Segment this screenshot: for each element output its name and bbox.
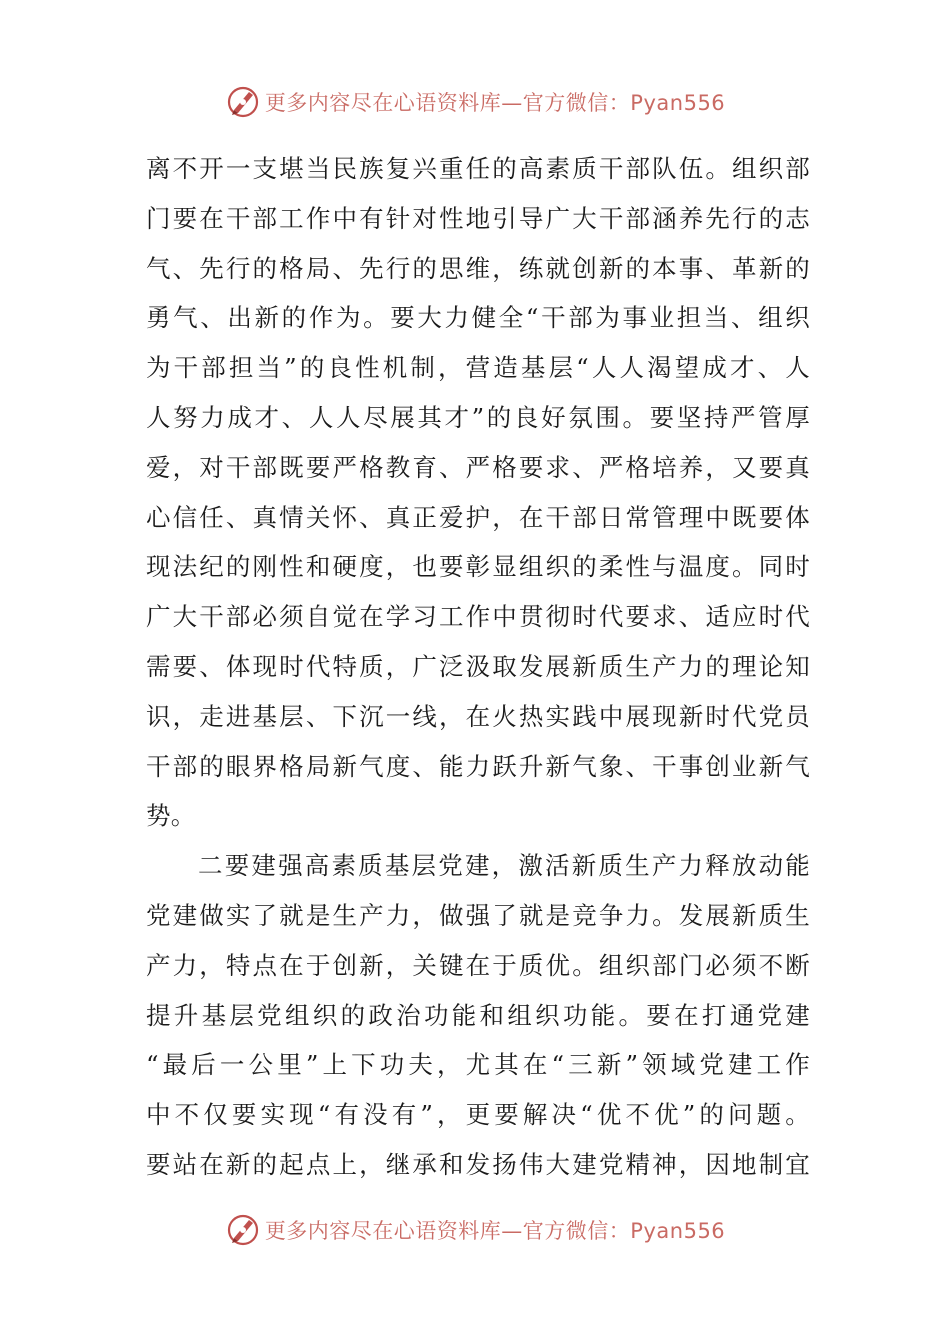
text-line: 勇气、出新的作为。要大力健全“干部为事业担当、组织 <box>146 303 810 333</box>
text-line: 要站在新的起点上，继承和发扬伟大建党精神，因地制宜 <box>146 1149 810 1179</box>
text-line: 二要建强高素质基层党建，激活新质生产力释放动能 <box>198 851 810 881</box>
text-line: 党建做实了就是生产力，做强了就是竞争力。发展新质生 <box>146 900 810 930</box>
text-line: 中不仅要实现“有没有”，更要解决“优不优”的问题。 <box>146 1100 810 1130</box>
paragraph <box>146 841 810 1190</box>
text-line: 心信任、真情关怀、真正爱护，在干部日常管理中既要体 <box>146 502 810 532</box>
text-line: “最后一公里”上下功夫，尤其在“三新”领域党建工作 <box>146 1050 810 1080</box>
text-line: 人努力成才、人人尽展其才”的良好氛围。要坚持严管厚 <box>146 402 810 432</box>
paragraph <box>146 144 810 841</box>
text-line: 气、先行的格局、先行的思维，练就创新的本事、革新的 <box>146 253 810 283</box>
text-line: 需要、体现时代特质，广泛汲取发展新质生产力的理论知 <box>146 651 810 681</box>
text-line: 门要在干部工作中有针对性地引导广大干部涵养先行的志 <box>146 203 810 233</box>
text-line: 干部的眼界格局新气度、能力跃升新气象、干事创业新气 <box>146 751 810 781</box>
text-line: 产力，特点在于创新，关键在于质优。组织部门必须不断 <box>146 950 810 980</box>
watermark-text: 更多内容尽在心语资料库—官方微信：Pyan556 <box>264 1219 726 1243</box>
text-line: 现法纪的刚性和硬度，也要彰显组织的柔性与温度。同时 <box>146 552 810 582</box>
text-line: 爱，对干部既要严格教育、严格要求、严格培养，又要真 <box>146 452 810 482</box>
pen-logo-icon <box>225 1212 261 1248</box>
text-line: 为干部担当”的良性机制，营造基层“人人渴望成才、人 <box>146 353 810 383</box>
text-line: 广大干部必须自觉在学习工作中贯彻时代要求、适应时代 <box>146 602 810 632</box>
text-line: 离不开一支堪当民族复兴重任的高素质干部队伍。组织部 <box>146 154 810 183</box>
text-line: 提升基层党组织的政治功能和组织功能。要在打通党建 <box>146 1000 810 1030</box>
document-body <box>146 144 810 1190</box>
pen-logo-icon <box>225 84 261 120</box>
watermark-text: 更多内容尽在心语资料库—官方微信：Pyan556 <box>264 91 726 115</box>
header-watermark <box>0 82 950 122</box>
footer-watermark <box>0 1210 950 1250</box>
text-line: 识，走进基层、下沉一线，在火热实践中展现新时代党员 <box>146 701 810 731</box>
text-line: 势。 <box>146 801 196 831</box>
